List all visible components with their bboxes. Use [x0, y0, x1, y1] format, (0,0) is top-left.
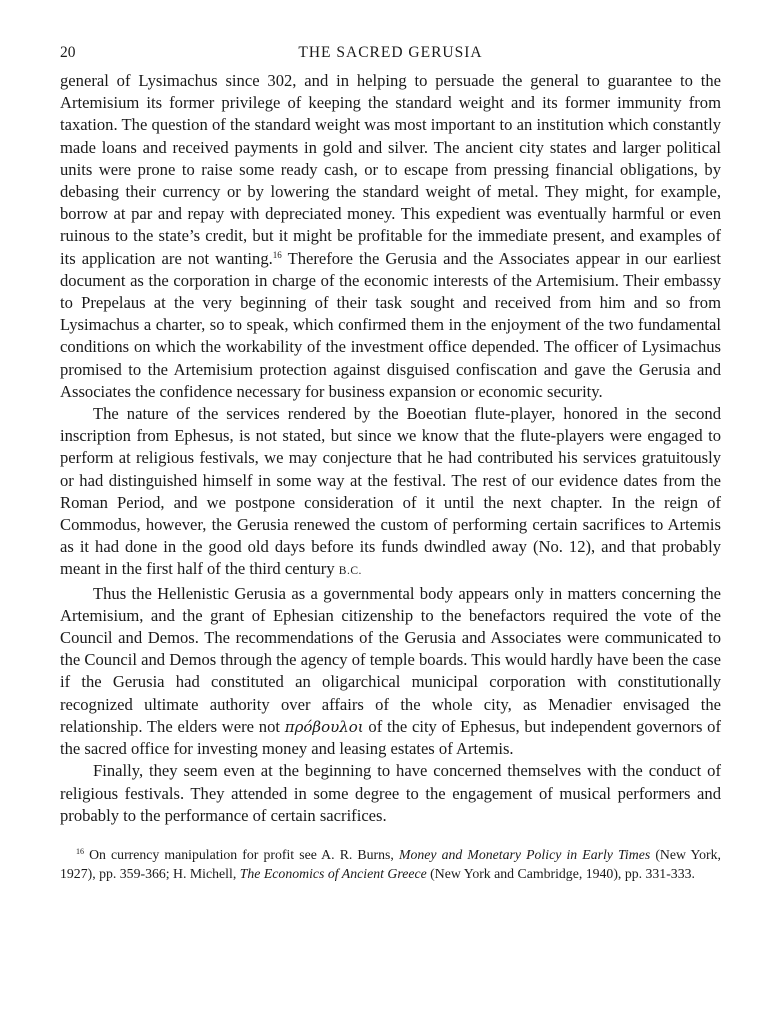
footnote-16 — [60, 845, 721, 883]
footnote-end: (New York and Cambridge, 1940), pp. 331-333. — [426, 865, 695, 881]
paragraph-4 — [60, 760, 721, 827]
footnote-title-michell: The Economics of Ancient Greece — [239, 865, 427, 881]
greek-term: πρόβουλοι — [284, 717, 364, 736]
body-text — [60, 70, 721, 827]
footnote-title-burns: Money and Monetary Policy in Early Times — [398, 846, 651, 862]
paragraph-1 — [60, 70, 721, 403]
paragraph-3 — [60, 583, 721, 761]
footnote-lead: On currency manipulation for profit see A. R. Burns, — [84, 846, 399, 862]
footnote-number: 16 — [76, 846, 84, 856]
footnote-ref-16: 16 — [272, 249, 282, 260]
footnote-mid: (New York, 1927), pp. 359-366; H. Michell, — [60, 846, 721, 881]
paragraph-1-text: general of Lysimachus since 302, and in helping to persuade the general to guarantee to the Artemisium its former privilege of keeping the standard weight and its former immunity from taxation. The question of the standard weight was most important to an institution which constantly made loans and received payments in gold and silver. The ancient city states and larger political units were prone to raise some ready cash, or to escape from pressing financial obligations, by debasing their currency or by lowering the standard weight of metal. They might, for example, borrow at par and repay with depreciated money. This expedient was eventually harmful or even ruinous to the state’s credit, but it might be profitable for the immediate present, and examples of its application are not wanting. — [60, 71, 721, 268]
page-number: 20 — [60, 44, 76, 61]
paragraph-3-text: Thus the Hellenistic Gerusia as a governmental body appears only in matters concerning the Artemisium, and the grant of Ephesian citizenship to the benefactors required the vote of the Council and Demos. The recommendations of the Gerusia and Associates were communicated to the Council and Demos through the agency of temple boards. This would hardly have been the case if the Gerusia had constituted an oligarchical municipal corporation with constitutionally recognized ultimate authority over affairs of the whole city, as Menadier envisaged the relationship. The elders were not — [60, 583, 721, 736]
paragraph-2 — [60, 403, 721, 583]
paragraph-2-text: The nature of the services rendered by the Boeotian flute-player, honored in the second inscription from Ephesus, is not stated, but since we know that the flute-players were engaged to perform at religious festivals, we may conjecture that he had contributed his services gratuitously or had distinguished himself in some way at the festival. The rest of our evidence dates from the Roman Period, and we postpone consideration of it until the next chapter. In the reign of Commodus, however, the Gerusia renewed the custom of performing certain sacrifices to Artemis as it had done in the good old days before its funds dwindled away (No. 12), and that probably meant in the first half of the third century — [60, 404, 721, 579]
era-abbreviation: B.C. — [338, 565, 362, 578]
page-header — [60, 44, 721, 70]
paragraph-1-text-continued: Therefore the Gerusia and the Associates appear in our earliest document as the corporation in charge of the economic interests of the Artemisium. Their embassy to Prepelaus at the very beginning of their task sought and received from him and so from Lysimachus a charter, so to speak, which confirmed them in the enjoyment of the two fundamental conditions on which the workability of the investment office depended. The officer of Lysimachus promised to the Artemisium protection against disguised confiscation and gave the Gerusia and Associates the confidence necessary for business expansion or economic security. — [60, 248, 721, 401]
paragraph-3-text-continued: of the city of Ephesus, but independent governors of the sacred office for investing money and leasing estates of Artemis. — [60, 716, 721, 759]
paragraph-4-text: Finally, they seem even at the beginning to have concerned themselves with the conduct of religious festivals. They attended in some degree to the engagement of musical performers and probably to the performance of certain sacrifices. — [60, 761, 721, 825]
book-page — [60, 44, 721, 883]
running-head: THE SACRED GERUSIA — [298, 44, 483, 61]
